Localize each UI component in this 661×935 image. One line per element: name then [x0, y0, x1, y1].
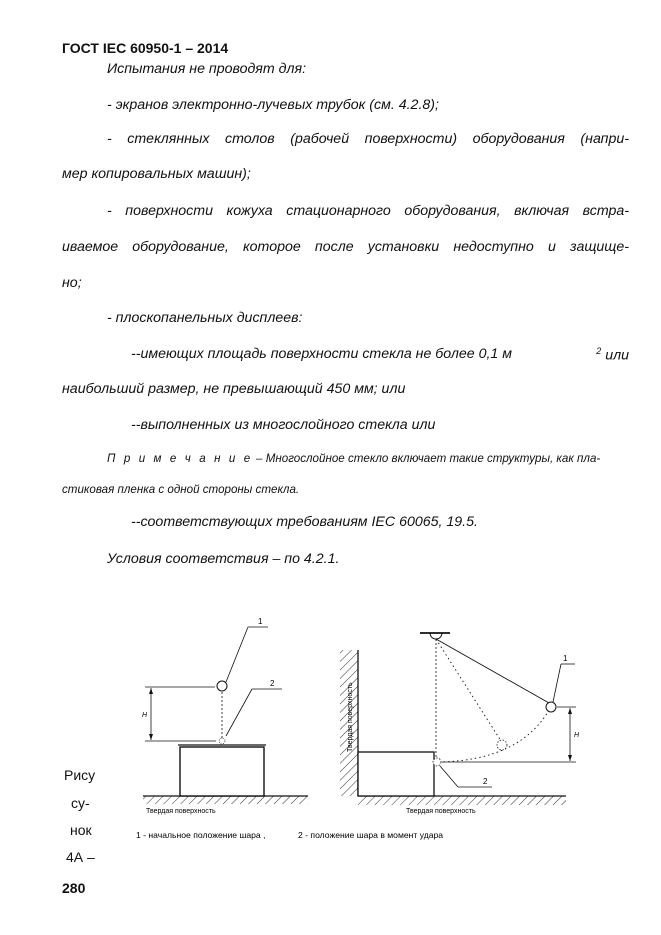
- paragraph-glass-line1: - стеклянных столов (рабочей поверхности) оборудования (напри-: [107, 131, 629, 147]
- paragraph-surface-line1: - поверхности кожуха стационарного оборудования, включая встра-: [107, 203, 629, 219]
- right-callout-2: 2: [483, 777, 488, 786]
- left-ball-initial: [217, 681, 227, 691]
- left-height-label: H: [142, 712, 148, 719]
- legend-item-2: 2 - положение шара в момент удара: [298, 830, 444, 840]
- figure-caption-line2: су-: [71, 795, 90, 811]
- right-floor-label: Твердая поверхность: [406, 808, 476, 815]
- paragraph-area-line2: наибольший размер, не превышающий 450 мм; или: [62, 381, 406, 397]
- right-leader-1: [553, 664, 561, 702]
- left-leader-1: [226, 627, 248, 682]
- right-height-label: H: [574, 732, 580, 739]
- right-wall-label: Твердая поверхность: [347, 682, 354, 752]
- right-pivot-arc: [430, 633, 442, 639]
- left-callout-2: 2: [270, 679, 275, 688]
- paragraph-flat-panel: - плоскопанельных дисплеев:: [107, 310, 303, 326]
- left-test-object: [180, 747, 264, 796]
- right-height-arrow-bottom: [568, 755, 572, 761]
- area-superscript: 2: [596, 346, 602, 356]
- figure-caption-line3: нок: [70, 822, 92, 838]
- left-height-arrow-top: [149, 688, 153, 694]
- paragraph-iec: --соответствующих требованиям IEC 60065, 19.5.: [131, 514, 478, 530]
- note-label: П р и м е ч а н и е: [107, 452, 253, 465]
- paragraph-crt: - экранов электронно-лучевых трубок (см. 4.2.8);: [107, 97, 439, 113]
- figure-caption-line4: 4А –: [66, 849, 95, 865]
- paragraph-glass-line2: мер копировальных машин);: [62, 166, 251, 182]
- document-header: ГОСТ IEC 60950-1 – 2014: [62, 40, 229, 56]
- legend-item-1: 1 - начальное положение шара ,: [136, 830, 266, 840]
- paragraph-surface-line3: но;: [62, 275, 82, 291]
- left-callout-1: 1: [258, 617, 263, 626]
- right-pendulum-test-diagram: [340, 633, 580, 815]
- left-leader-2: [226, 689, 252, 736]
- right-floor-hatch: [358, 796, 566, 805]
- right-height-arrow-top: [568, 708, 572, 714]
- left-height-arrow-bottom: [149, 734, 153, 740]
- paragraph-multilayer: --выполненных из многослойного стекла или: [131, 417, 436, 433]
- area-or: или: [601, 347, 629, 364]
- left-ball-impact: [219, 738, 225, 744]
- right-test-object: [358, 752, 434, 796]
- paragraph-surface-line2: иваемое оборудование, которое после установки недоступно и защище-: [62, 239, 629, 255]
- right-ball-initial: [546, 702, 556, 712]
- right-callout-1: 1: [563, 654, 568, 663]
- right-swing-arc: [440, 710, 549, 762]
- paragraph-intro: Испытания не проводят для:: [107, 61, 307, 77]
- note-text: – Многослойное стекло включает такие структуры, как пла-: [252, 452, 601, 465]
- area-text: --имеющих площадь поверхности стекла не более 0,1 м: [131, 346, 512, 362]
- left-ground-hatch: [143, 796, 308, 804]
- right-ball-impact: [433, 758, 441, 766]
- note-line2: стиковая пленка с одной стороны стекла.: [62, 483, 300, 496]
- paragraph-conditions: Условия соответствия – по 4.2.1.: [107, 551, 340, 567]
- right-ball-mid: [497, 740, 507, 750]
- right-pendulum-mid-path: [436, 639, 501, 741]
- figure-caption-line1: Рису: [64, 767, 96, 783]
- right-pendulum-string: [436, 639, 549, 703]
- left-drop-test-diagram: [142, 617, 308, 815]
- left-surface-label: Твердая поверхность: [146, 808, 216, 815]
- right-leader-2: [440, 766, 458, 787]
- page-number: 280: [62, 880, 86, 896]
